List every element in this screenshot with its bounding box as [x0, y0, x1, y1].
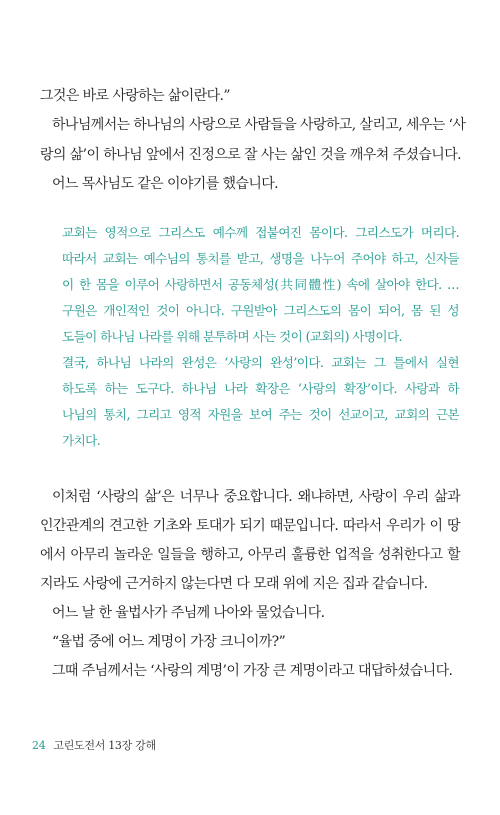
page-number: 24 [32, 739, 46, 752]
quote-line: 결국, 하나님 나라의 완성은 ‘사랑의 완성’이다. 교회는 그 틀에서 실현 [62, 355, 459, 370]
text-line: 인간관계의 견고한 기초와 토대가 되기 때문입니다. 따라서 우리가 이 땅 [40, 518, 460, 534]
text-line: 그것은 바로 사랑하는 삶이란다.” [40, 88, 230, 104]
running-title: 고린도전서 13장 강해 [53, 739, 156, 752]
quote-line: 이 한 몸을 이루어 사랑하면서 공동체성(共同體性) 속에 살아야 한다. … [62, 277, 459, 292]
page-footer [32, 738, 156, 754]
quote-line: 도들이 하나님 나라를 위해 분투하며 사는 것이 (교회의) 사명이다. [62, 329, 402, 344]
quote-line: 하도록 하는 도구다. 하나님 나라 확장은 ‘사랑의 확장’이다. 사랑과 하 [62, 381, 459, 396]
text-line: 에서 아무리 놀라운 일들을 행하고, 아무리 훌륭한 업적을 성취한다고 할 [40, 547, 460, 563]
text-line: 하나님께서는 하나님의 사랑으로 사람들을 사랑하고, 살리고, 세우는 ‘사 [52, 117, 466, 133]
text-line: 지라도 사랑에 근거하지 않는다면 다 모래 위에 지은 집과 같습니다. [40, 576, 428, 592]
quote-line: 구원은 개인적인 것이 아니다. 구원받아 그리스도의 몸이 되어, 몸 된 성 [62, 303, 459, 318]
text-line: 이처럼 ‘사랑의 삶’은 너무나 중요합니다. 왜냐하면, 사랑이 우리 삶과 [52, 489, 460, 505]
text-line: 그때 주님께서는 ‘사랑의 계명’이 가장 큰 계명이라고 대답하셨습니다. [52, 663, 453, 679]
text-line: 어느 목사님도 같은 이야기를 했습니다. [52, 176, 279, 192]
quote-line: 가치다. [62, 433, 101, 448]
text-line: “율법 중에 어느 계명이 가장 크니이까?” [52, 634, 286, 650]
text-line: 랑의 삶’이 하나님 앞에서 진정으로 잘 사는 삶인 것을 깨우쳐 주셨습니다. [40, 147, 461, 163]
quote-line: 교회는 영적으로 그리스도 예수께 접붙여진 몸이다. 그리스도가 머리다. [62, 225, 459, 240]
quote-line: 나님의 통치, 그리고 영적 자원을 보여 주는 것이 선교이고, 교회의 근본 [62, 407, 459, 422]
text-line: 어느 날 한 율법사가 주님께 나아와 물었습니다. [52, 605, 325, 621]
quote-line: 따라서 교회는 예수님의 통치를 받고, 생명을 나누어 주어야 하고, 신자들 [62, 251, 459, 266]
